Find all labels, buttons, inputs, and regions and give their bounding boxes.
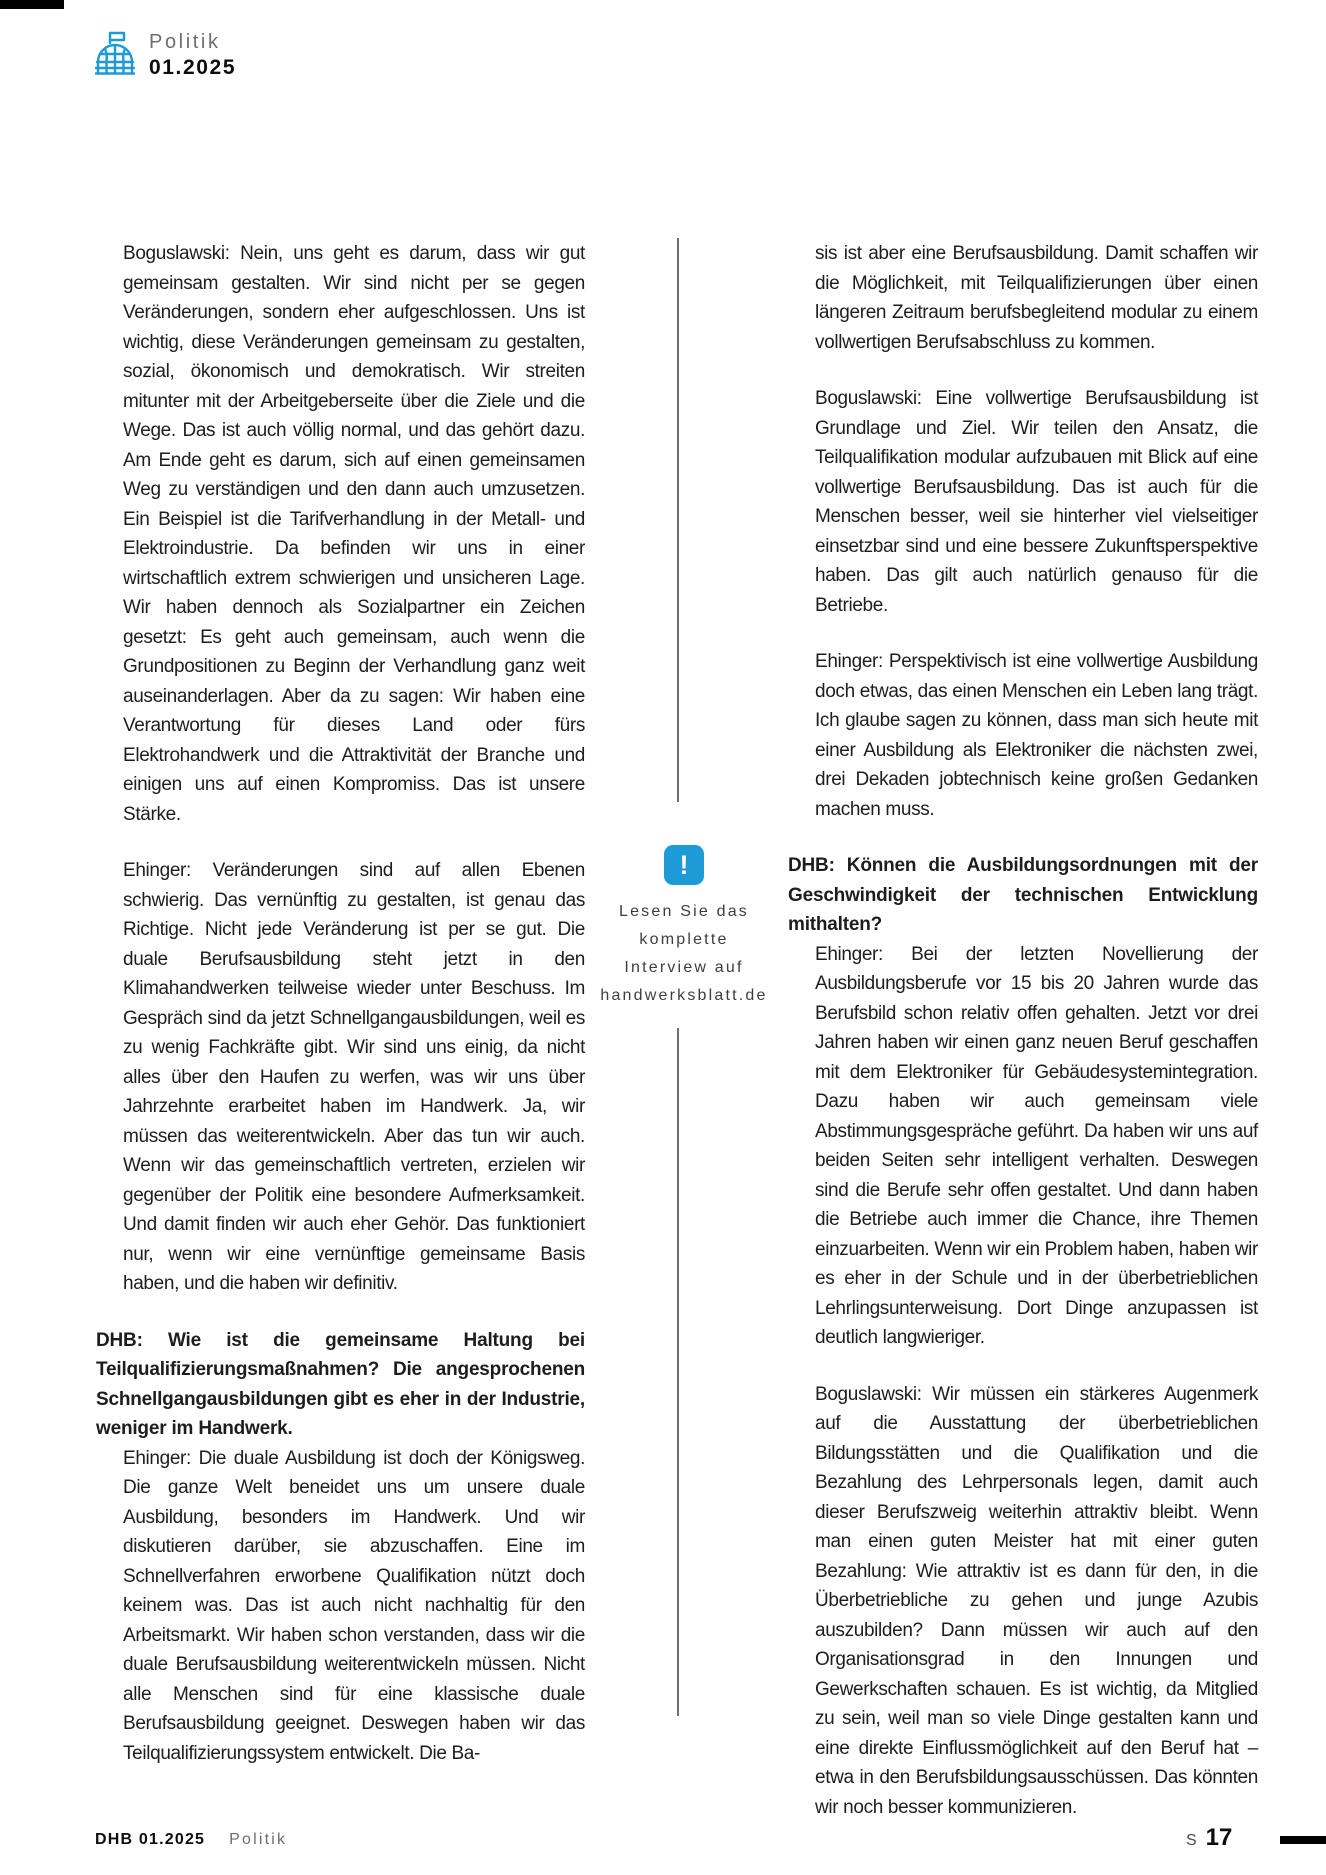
left-text-column — [96, 239, 585, 1768]
footer-page-number: 17 — [1205, 1824, 1233, 1851]
page-edge-bar-bottom — [1280, 1836, 1326, 1844]
column-divider-top — [677, 238, 679, 802]
politics-dome-icon — [93, 30, 137, 76]
interview-paragraph: Boguslawski: Nein, uns geht es darum, dass wir gut gemeinsam gestalten. Wir sind nicht per se gegen Veränderungen, sondern eher aufgeschlossen. Uns ist wichtig, diese Veränderungen gemeinsam zu gestalten, sozial, ökonomisch und demokratisch. Wir streiten mitunter mit der Arbeitgeberseite über die Ziele und die Wege. Das ist auch völlig normal, und das gehört dazu. Am Ende geht es darum, sich auf einen gemeinsamen Weg zu verständigen und den dann auch umzusetzen. Ein Beispiel ist die Tarifverhandlung in der Metall- und Elektroindustrie. Da befinden wir uns in einer wirtschaftlich extrem schwierigen und unsicheren Lage. Wir haben dennoch als Sozialpartner ein Zeichen gesetzt: Es geht auch gemeinsam, auch wenn die Grundpositionen zu Beginn der Verhandlung ganz weit auseinanderlagen. Aber da zu sagen: Wir haben eine Verantwortung für dieses Land oder fürs Elektrohandwerk und die Attraktivität der Branche und einigen uns auf einen Kompromiss. Das ist unsere Stärke. — [123, 243, 585, 825]
interview-paragraph: sis ist aber eine Berufsausbildung. Damit schaffen wir die Möglichkeit, mit Teilqualifizierungen über einen längeren Zeitraum berufsbegleitend modular zu einem vollwertigen Berufsabschluss zu kommen. — [815, 243, 1258, 353]
interview-paragraph: Boguslawski: Wir müssen ein stärkeres Augenmerk auf die Ausstattung der überbetrieblichen Bildungsstätten und die Qualifikation und die Bezahlung des Lehrpersonals legen, damit auch dieser Berufszweig weiterhin attraktiv bleibt. Wenn man einen guten Meister hat mit einer guten Bezahlung: Wie attraktiv ist es dann für den, in die Überbetriebliche zu gehen und junge Azubis auszubilden? Dann müssen wir auch auf den Organisationsgrad in den Innungen und Gewerkschaften schauen. Es ist wichtig, da Mitglied zu sein, weil man so viele Dinge gestalten kann und eine direkte Einflussmöglichkeit auf den Beruf hat – etwa in den Berufsbildungsausschüssen. Das könnten wir noch besser kommunizieren. — [815, 1383, 1258, 1818]
interview-paragraph: Boguslawski: Eine vollwertige Berufsausbildung ist Grundlage und Ziel. Wir teilen den Ansatz, die Teilqualifikation modular aufzubauen mit Blick auf eine vollwertige Berufsausbildung. Das ist auch für die Menschen besser, weil sie hinterher viel vielseitiger einsetzbar sind und eine bessere Zukunftsperspektive haben. Das gilt auch natürlich genauso für die Betriebe. — [815, 388, 1258, 616]
callout-line: komplette — [639, 931, 729, 948]
callout-line: Lesen Sie das — [618, 903, 749, 920]
column-divider-bottom — [677, 1028, 679, 1716]
footer-section-label: Politik — [229, 1831, 288, 1848]
read-more-text — [559, 898, 809, 1010]
page-edge-bar-top — [0, 0, 64, 9]
exclamation-icon: ! — [664, 845, 704, 885]
issue-label: 01.2025 — [149, 56, 237, 79]
callout-line: handwerksblatt.de — [600, 987, 768, 1004]
section-label: Politik — [149, 31, 221, 53]
interview-question: DHB: Wie ist die gemeinsame Haltung bei Teilqualifizierungsmaßnahmen? Die angesprochenen Schnellgangausbildungen gibt es eher in der Industrie, weniger im Handwerk. — [96, 1329, 585, 1439]
interview-paragraph: Ehinger: Veränderungen sind auf allen Ebenen schwierig. Das vernünftig zu gestalten, ist genau das Richtige. Nicht jede Veränderung ist per se gut. Die duale Berufsausbildung steht jetzt in den Klimahandwerken teilweise wieder unter Beschuss. Im Gespräch sind da jetzt Schnellgangausbildungen, weil es zu wenig Fachkräfte gibt. Wir sind uns einig, da nicht alles über den Haufen zu werfen, was wir uns über Jahrzehnte erarbeitet haben im Handwerk. Ja, wir müssen das weiterentwickeln. Aber das tun wir auch. Wenn wir das gemeinschaftlich vertreten, erzielen wir gegenüber der Politik eine besondere Aufmerksamkeit. Und damit finden wir auch eher Gehör. Das funktioniert nur, wenn wir eine vernünftige gemeinsame Basis haben, und die haben wir definitiv. — [123, 860, 585, 1294]
read-more-callout — [559, 845, 809, 1010]
footer-left-block — [95, 1831, 287, 1849]
footer-page-indicator — [1186, 1824, 1232, 1852]
callout-line: Interview auf — [624, 959, 744, 976]
interview-paragraph: Ehinger: Perspektivisch ist eine vollwertige Ausbildung doch etwas, das einen Menschen ein Leben lang trägt. Ich glaube sagen zu können, dass man sich heute mit einer Ausbildung als Elektroniker die nächsten zwei, drei Dekaden jobtechnisch keine großen Gedanken machen muss. — [815, 651, 1258, 820]
interview-paragraph: Ehinger: Bei der letzten Novellierung der Ausbildungsberufe vor 15 bis 20 Jahren wurde das Berufsbild schon relativ offen gehalten. Jetzt vor drei Jahren haben wir einen ganz neuen Beruf geschaffen mit dem Elektroniker für Gebäudesystemintegration. Dazu haben wir auch gemeinsam viele Abstimmungsgespräche geführt. Da haben wir uns auf beiden Seiten sehr intelligent verhalten. Deswegen sind die Berufe sehr offen gestaltet. Und dann haben die Betriebe auch immer die Chance, ihre Themen einzuarbeiten. Wenn wir ein Problem haben, haben wir es eher in der Schule und in der überbetrieblichen Lehrlingsunterweisung. Dort Dinge anzupassen ist deutlich langwieriger. — [815, 943, 1258, 1348]
footer-magazine-issue: DHB 01.2025 — [95, 1831, 206, 1848]
interview-question: DHB: Können die Ausbildungsordnungen mit der Geschwindigkeit der technischen Entwicklung mithalten? — [788, 855, 1258, 935]
interview-paragraph: Ehinger: Die duale Ausbildung ist doch der Königsweg. Die ganze Welt beneidet uns um unsere duale Ausbildung, besonders im Handwerk. Und wir diskutieren darüber, sie abzuschaffen. Eine im Schnellverfahren erworbene Qualifikation nützt doch keinem was. Das ist auch nicht nachhaltig für den Arbeitsmarkt. Wir haben schon verstanden, dass wir die duale Berufsausbildung weiterentwickeln müssen. Nicht alle Menschen sind für eine klassische duale Berufsausbildung geeignet. Deswegen haben wir das Teilqualifizierungssystem entwickelt. Die Ba- — [123, 1447, 585, 1764]
footer-page-prefix: S — [1186, 1832, 1198, 1849]
right-text-column — [788, 239, 1258, 1822]
header-text-block — [149, 31, 236, 80]
